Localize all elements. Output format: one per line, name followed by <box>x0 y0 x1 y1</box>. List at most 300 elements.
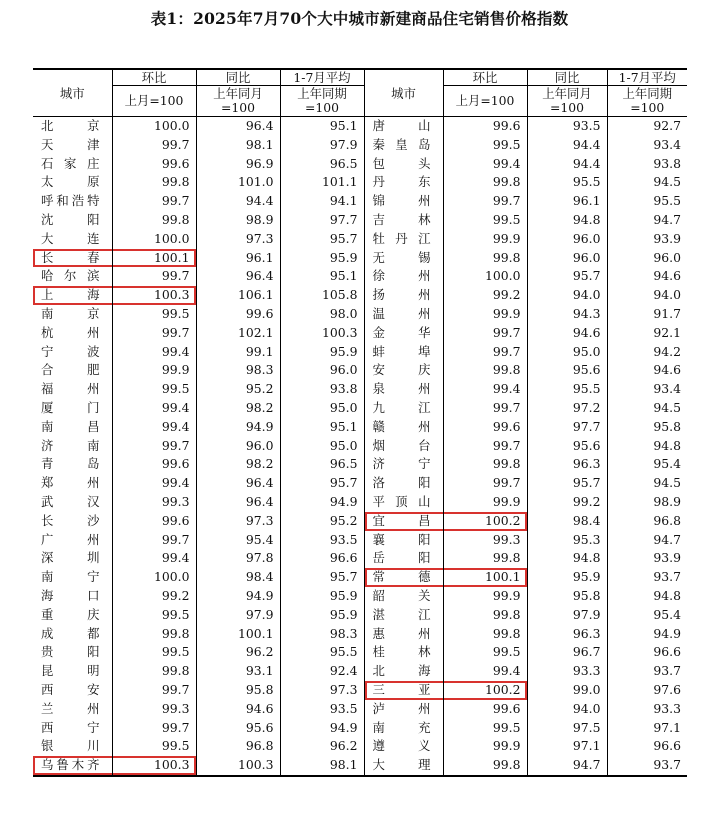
city-cell-left: 重庆 <box>41 606 100 622</box>
table-row <box>33 437 687 456</box>
table-row <box>33 136 687 155</box>
avg-cell-right: 96.6 <box>607 643 687 662</box>
avg-cell-right: 94.8 <box>607 437 687 456</box>
yoy-cell-right: 94.4 <box>527 155 607 174</box>
table-row <box>33 606 687 625</box>
mom-cell-right: 100.2 <box>443 681 527 700</box>
yoy-cell-right: 95.0 <box>527 343 607 362</box>
table-row <box>33 211 687 230</box>
table-row <box>33 756 687 776</box>
avg-cell-left: 95.2 <box>280 512 364 531</box>
avg-cell-left: 97.9 <box>280 136 364 155</box>
mom-cell-left: 99.4 <box>112 549 196 568</box>
mom-cell-right: 99.8 <box>443 361 527 380</box>
table-row <box>33 474 687 493</box>
city-cell-left: 南宁 <box>41 569 100 585</box>
mom-cell-left: 99.7 <box>112 719 196 738</box>
yoy-cell-right: 99.2 <box>527 493 607 512</box>
mom-cell-right: 100.2 <box>443 512 527 531</box>
city-cell-left: 沈阳 <box>41 211 100 227</box>
avg-header-left: 1-7月平均 <box>280 69 364 86</box>
avg-cell-right: 94.5 <box>607 399 687 418</box>
table-row <box>33 230 687 249</box>
mom-cell-left: 100.3 <box>112 286 196 305</box>
yoy-cell-left: 98.2 <box>196 399 280 418</box>
mom-cell-left: 99.5 <box>112 606 196 625</box>
table-row <box>33 286 687 305</box>
yoy-cell-left: 94.9 <box>196 587 280 606</box>
yoy-cell-right: 95.6 <box>527 437 607 456</box>
city-cell-left: 呼和浩特 <box>41 193 100 209</box>
avg-cell-left: 96.5 <box>280 155 364 174</box>
avg-cell-right: 94.5 <box>607 173 687 192</box>
yoy-cell-left: 96.4 <box>196 117 280 136</box>
avg-cell-left: 94.9 <box>280 719 364 738</box>
price-index-table <box>33 68 687 777</box>
city-cell-left: 广州 <box>41 531 100 547</box>
avg-cell-left: 97.7 <box>280 211 364 230</box>
avg-cell-left: 95.1 <box>280 117 364 136</box>
yoy-cell-left: 96.4 <box>196 474 280 493</box>
mom-cell-left: 100.1 <box>112 249 196 268</box>
mom-cell-left: 99.3 <box>112 700 196 719</box>
yoy-cell-left: 94.6 <box>196 700 280 719</box>
city-cell-right: 宜昌 <box>364 512 443 531</box>
avg-cell-right: 94.7 <box>607 211 687 230</box>
mom-cell-left: 99.3 <box>112 493 196 512</box>
city-cell-right: 岳阳 <box>364 549 443 568</box>
yoy-cell-left: 96.2 <box>196 643 280 662</box>
city-cell-right: 蚌埠 <box>364 343 443 362</box>
table-row <box>33 418 687 437</box>
yoy-cell-right: 95.3 <box>527 531 607 550</box>
city-cell-right: 九江 <box>364 399 443 418</box>
avg-cell-right: 94.6 <box>607 267 687 286</box>
avg-cell-right: 94.5 <box>607 474 687 493</box>
avg-cell-left: 95.9 <box>280 587 364 606</box>
city-cell-right: 惠州 <box>364 625 443 644</box>
city-cell-right: 牡丹江 <box>364 230 443 249</box>
yoy-cell-right: 96.0 <box>527 230 607 249</box>
avg-cell-right: 98.9 <box>607 493 687 512</box>
table-row <box>33 343 687 362</box>
yoy-cell-right: 94.0 <box>527 286 607 305</box>
avg-cell-right: 92.1 <box>607 324 687 343</box>
mom-cell-right: 99.8 <box>443 173 527 192</box>
yoy-cell-left: 102.1 <box>196 324 280 343</box>
table-body <box>33 117 687 776</box>
yoy-cell-left: 96.9 <box>196 155 280 174</box>
city-cell-left: 北京 <box>41 118 100 133</box>
yoy-cell-left: 97.3 <box>196 512 280 531</box>
table-row <box>33 512 687 531</box>
city-cell-right: 温州 <box>364 305 443 324</box>
city-cell-right: 平顶山 <box>364 493 443 512</box>
mom-header-left: 环比 <box>112 69 196 86</box>
mom-cell-right: 99.9 <box>443 587 527 606</box>
city-cell-left: 青岛 <box>41 456 100 472</box>
table-row <box>33 549 687 568</box>
mom-cell-left: 99.8 <box>112 211 196 230</box>
yoy-cell-right: 94.7 <box>527 756 607 776</box>
city-cell-left: 哈尔滨 <box>41 268 100 284</box>
avg-cell-right: 97.1 <box>607 719 687 738</box>
avg-cell-left: 95.7 <box>280 230 364 249</box>
avg-cell-left: 96.6 <box>280 549 364 568</box>
city-cell-left: 济南 <box>41 437 100 453</box>
city-cell-right: 丹东 <box>364 173 443 192</box>
yoy-cell-right: 94.8 <box>527 211 607 230</box>
yoy-cell-left: 96.4 <box>196 267 280 286</box>
avg-cell-right: 91.7 <box>607 305 687 324</box>
avg-cell-left: 95.9 <box>280 343 364 362</box>
city-cell-right: 包头 <box>364 155 443 174</box>
mom-cell-left: 99.8 <box>112 173 196 192</box>
avg-cell-right: 93.3 <box>607 700 687 719</box>
avg-header-right: 1-7月平均 <box>607 69 687 86</box>
mom-cell-right: 99.9 <box>443 493 527 512</box>
mom-cell-right: 99.7 <box>443 399 527 418</box>
mom-cell-left: 99.6 <box>112 512 196 531</box>
mom-cell-left: 99.7 <box>112 681 196 700</box>
city-cell-right: 三亚 <box>364 681 443 700</box>
city-cell-left: 宁波 <box>41 343 100 359</box>
avg-cell-right: 93.4 <box>607 136 687 155</box>
avg-cell-right: 94.7 <box>607 531 687 550</box>
avg-cell-left: 98.3 <box>280 625 364 644</box>
yoy-cell-right: 95.8 <box>527 587 607 606</box>
mom-cell-left: 99.4 <box>112 343 196 362</box>
table-row <box>33 681 687 700</box>
city-cell-right: 大理 <box>364 756 443 776</box>
mom-cell-left: 100.0 <box>112 117 196 136</box>
mom-cell-left: 100.3 <box>112 756 196 776</box>
city-cell-left: 昆明 <box>41 663 100 679</box>
yoy-cell-left: 94.4 <box>196 192 280 211</box>
yoy-cell-right: 96.3 <box>527 455 607 474</box>
mom-cell-right: 99.8 <box>443 625 527 644</box>
yoy-cell-right: 95.9 <box>527 568 607 587</box>
table-row <box>33 737 687 756</box>
mom-cell-right: 99.4 <box>443 155 527 174</box>
city-cell-right: 韶关 <box>364 587 443 606</box>
avg-cell-left: 95.7 <box>280 568 364 587</box>
city-cell-left: 南昌 <box>41 418 100 434</box>
city-cell-right: 唐山 <box>364 117 443 136</box>
mom-cell-left: 99.4 <box>112 399 196 418</box>
avg-cell-right: 93.7 <box>607 756 687 776</box>
city-cell-left: 厦门 <box>41 399 100 415</box>
city-cell-left: 郑州 <box>41 475 100 491</box>
table-row <box>33 662 687 681</box>
mom-cell-right: 99.5 <box>443 211 527 230</box>
mom-cell-right: 99.6 <box>443 700 527 719</box>
city-cell-left: 石家庄 <box>41 155 100 171</box>
mom-cell-left: 99.2 <box>112 587 196 606</box>
yoy-cell-right: 96.0 <box>527 249 607 268</box>
yoy-cell-left: 101.0 <box>196 173 280 192</box>
mom-cell-left: 100.0 <box>112 230 196 249</box>
mom-cell-right: 99.9 <box>443 230 527 249</box>
city-cell-left: 大连 <box>41 230 100 246</box>
yoy-cell-left: 98.3 <box>196 361 280 380</box>
avg-cell-right: 97.6 <box>607 681 687 700</box>
mom-cell-right: 99.3 <box>443 531 527 550</box>
avg-cell-right: 95.8 <box>607 418 687 437</box>
yoy-cell-right: 94.8 <box>527 549 607 568</box>
mom-cell-right: 99.6 <box>443 418 527 437</box>
avg-cell-left: 92.4 <box>280 662 364 681</box>
table-row <box>33 399 687 418</box>
avg-cell-left: 95.0 <box>280 399 364 418</box>
mom-cell-left: 99.7 <box>112 192 196 211</box>
avg-cell-left: 95.9 <box>280 249 364 268</box>
yoy-cell-left: 97.3 <box>196 230 280 249</box>
yoy-cell-left: 98.9 <box>196 211 280 230</box>
city-cell-left: 福州 <box>41 381 100 397</box>
mom-cell-right: 99.8 <box>443 756 527 776</box>
table-row <box>33 531 687 550</box>
avg-cell-right: 96.0 <box>607 249 687 268</box>
yoy-cell-left: 106.1 <box>196 286 280 305</box>
table-row <box>33 700 687 719</box>
yoy-cell-right: 95.7 <box>527 267 607 286</box>
yoy-cell-right: 95.5 <box>527 173 607 192</box>
avg-cell-right: 95.5 <box>607 192 687 211</box>
city-cell-right: 吉林 <box>364 211 443 230</box>
avg-cell-right: 94.6 <box>607 361 687 380</box>
avg-cell-left: 98.1 <box>280 756 364 776</box>
yoy-cell-right: 93.3 <box>527 662 607 681</box>
city-cell-left: 太原 <box>41 174 100 190</box>
avg-base-left: 上年同期=100 <box>280 86 364 117</box>
table-row <box>33 625 687 644</box>
avg-cell-right: 93.7 <box>607 568 687 587</box>
yoy-cell-right: 96.1 <box>527 192 607 211</box>
yoy-header-left: 同比 <box>196 69 280 86</box>
city-cell-left: 长沙 <box>41 512 100 528</box>
mom-cell-left: 99.5 <box>112 643 196 662</box>
mom-cell-left: 99.5 <box>112 380 196 399</box>
avg-cell-left: 93.5 <box>280 700 364 719</box>
yoy-cell-left: 96.4 <box>196 493 280 512</box>
yoy-header-right: 同比 <box>527 69 607 86</box>
yoy-cell-left: 96.1 <box>196 249 280 268</box>
yoy-cell-right: 98.4 <box>527 512 607 531</box>
avg-cell-right: 96.8 <box>607 512 687 531</box>
yoy-cell-left: 95.2 <box>196 380 280 399</box>
avg-cell-left: 93.8 <box>280 380 364 399</box>
mom-base-right: 上月=100 <box>443 86 527 117</box>
city-cell-right: 无锡 <box>364 249 443 268</box>
avg-cell-left: 95.0 <box>280 437 364 456</box>
city-cell-right: 湛江 <box>364 606 443 625</box>
mom-cell-right: 99.4 <box>443 662 527 681</box>
mom-cell-right: 99.7 <box>443 324 527 343</box>
city-cell-right: 泉州 <box>364 380 443 399</box>
city-cell-right: 徐州 <box>364 267 443 286</box>
mom-cell-right: 99.2 <box>443 286 527 305</box>
avg-cell-right: 94.2 <box>607 343 687 362</box>
yoy-cell-left: 97.8 <box>196 549 280 568</box>
yoy-cell-right: 93.5 <box>527 117 607 136</box>
city-cell-right: 扬州 <box>364 286 443 305</box>
mom-cell-left: 99.5 <box>112 305 196 324</box>
city-cell-left: 西安 <box>41 681 100 697</box>
mom-cell-right: 99.8 <box>443 606 527 625</box>
mom-cell-left: 99.7 <box>112 267 196 286</box>
yoy-cell-right: 94.3 <box>527 305 607 324</box>
mom-cell-left: 99.7 <box>112 324 196 343</box>
city-cell-left: 贵阳 <box>41 644 100 660</box>
mom-cell-right: 99.9 <box>443 305 527 324</box>
avg-cell-right: 93.7 <box>607 662 687 681</box>
mom-cell-right: 99.5 <box>443 643 527 662</box>
mom-cell-left: 99.6 <box>112 155 196 174</box>
avg-cell-right: 94.8 <box>607 587 687 606</box>
mom-cell-right: 99.4 <box>443 380 527 399</box>
yoy-cell-right: 97.5 <box>527 719 607 738</box>
avg-cell-left: 95.1 <box>280 267 364 286</box>
city-cell-right: 南充 <box>364 719 443 738</box>
yoy-cell-right: 95.6 <box>527 361 607 380</box>
table-row <box>33 324 687 343</box>
yoy-cell-right: 95.5 <box>527 380 607 399</box>
avg-cell-left: 100.3 <box>280 324 364 343</box>
yoy-cell-right: 94.4 <box>527 136 607 155</box>
mom-cell-right: 99.8 <box>443 455 527 474</box>
city-cell-left: 武汉 <box>41 493 100 509</box>
avg-cell-left: 94.9 <box>280 493 364 512</box>
yoy-cell-left: 95.6 <box>196 719 280 738</box>
mom-cell-right: 100.1 <box>443 568 527 587</box>
avg-cell-left: 98.0 <box>280 305 364 324</box>
city-cell-left: 深圳 <box>41 550 100 566</box>
yoy-cell-left: 98.2 <box>196 455 280 474</box>
yoy-cell-right: 97.9 <box>527 606 607 625</box>
city-cell-left: 成都 <box>41 625 100 641</box>
avg-cell-left: 101.1 <box>280 173 364 192</box>
avg-cell-right: 94.9 <box>607 625 687 644</box>
city-cell-right: 锦州 <box>364 192 443 211</box>
city-cell-right: 烟台 <box>364 437 443 456</box>
city-cell-left: 乌鲁木齐 <box>33 756 112 776</box>
mom-cell-right: 99.8 <box>443 549 527 568</box>
city-cell-right: 泸州 <box>364 700 443 719</box>
avg-cell-left: 96.2 <box>280 737 364 756</box>
mom-cell-left: 99.8 <box>112 625 196 644</box>
mom-header-right: 环比 <box>443 69 527 86</box>
yoy-cell-right: 99.0 <box>527 681 607 700</box>
city-cell-left: 合肥 <box>41 362 100 378</box>
table-row <box>33 267 687 286</box>
yoy-cell-left: 95.4 <box>196 531 280 550</box>
city-cell-right: 洛阳 <box>364 474 443 493</box>
mom-cell-left: 99.7 <box>112 531 196 550</box>
mom-cell-left: 99.8 <box>112 662 196 681</box>
yoy-cell-right: 97.7 <box>527 418 607 437</box>
mom-cell-right: 99.7 <box>443 437 527 456</box>
avg-cell-left: 94.1 <box>280 192 364 211</box>
mom-cell-left: 99.7 <box>112 437 196 456</box>
mom-cell-left: 99.6 <box>112 455 196 474</box>
table-row <box>33 192 687 211</box>
avg-cell-left: 96.5 <box>280 455 364 474</box>
yoy-cell-left: 97.9 <box>196 606 280 625</box>
yoy-cell-left: 99.6 <box>196 305 280 324</box>
city-cell-right: 济宁 <box>364 455 443 474</box>
table-row <box>33 305 687 324</box>
city-cell-left: 天津 <box>41 136 100 152</box>
table-row <box>33 117 687 136</box>
yoy-cell-left: 96.8 <box>196 737 280 756</box>
avg-cell-right: 93.8 <box>607 155 687 174</box>
city-cell-right: 金华 <box>364 324 443 343</box>
yoy-cell-left: 100.1 <box>196 625 280 644</box>
yoy-cell-left: 98.1 <box>196 136 280 155</box>
city-cell-left: 银川 <box>41 738 100 754</box>
yoy-cell-left: 93.1 <box>196 662 280 681</box>
avg-base-right: 上年同期=100 <box>607 86 687 117</box>
yoy-cell-left: 94.9 <box>196 418 280 437</box>
city-header-left: 城市 <box>33 69 112 117</box>
city-cell-left: 南京 <box>41 305 100 321</box>
city-cell-right: 桂林 <box>364 643 443 662</box>
avg-cell-right: 96.6 <box>607 737 687 756</box>
city-cell-left: 西宁 <box>41 719 100 735</box>
mom-cell-left: 99.4 <box>112 418 196 437</box>
avg-cell-left: 105.8 <box>280 286 364 305</box>
yoy-cell-right: 94.6 <box>527 324 607 343</box>
avg-cell-left: 96.0 <box>280 361 364 380</box>
table-row <box>33 173 687 192</box>
table-row <box>33 493 687 512</box>
city-cell-left: 杭州 <box>41 324 100 340</box>
yoy-cell-right: 94.0 <box>527 700 607 719</box>
city-cell-right: 赣州 <box>364 418 443 437</box>
avg-cell-right: 93.4 <box>607 380 687 399</box>
avg-cell-right: 95.4 <box>607 606 687 625</box>
table-row <box>33 249 687 268</box>
mom-cell-left: 99.5 <box>112 737 196 756</box>
mom-cell-right: 99.8 <box>443 249 527 268</box>
yoy-base-right: 上年同月=100 <box>527 86 607 117</box>
yoy-cell-left: 96.0 <box>196 437 280 456</box>
yoy-base-left: 上年同月=100 <box>196 86 280 117</box>
mom-cell-right: 99.7 <box>443 343 527 362</box>
avg-cell-left: 95.5 <box>280 643 364 662</box>
city-header-right: 城市 <box>364 69 443 117</box>
table-row <box>33 719 687 738</box>
avg-cell-left: 95.7 <box>280 474 364 493</box>
yoy-cell-left: 95.8 <box>196 681 280 700</box>
mom-cell-right: 99.5 <box>443 136 527 155</box>
yoy-cell-right: 95.7 <box>527 474 607 493</box>
city-cell-right: 常德 <box>364 568 443 587</box>
yoy-cell-left: 100.3 <box>196 756 280 776</box>
avg-cell-left: 95.9 <box>280 606 364 625</box>
table-row <box>33 155 687 174</box>
city-cell-left: 海口 <box>41 587 100 603</box>
table-row <box>33 361 687 380</box>
avg-cell-right: 95.4 <box>607 455 687 474</box>
avg-cell-left: 97.3 <box>280 681 364 700</box>
city-cell-left: 上海 <box>33 286 112 305</box>
avg-cell-right: 93.9 <box>607 549 687 568</box>
table-row <box>33 568 687 587</box>
mom-cell-left: 99.4 <box>112 474 196 493</box>
mom-cell-right: 100.0 <box>443 267 527 286</box>
